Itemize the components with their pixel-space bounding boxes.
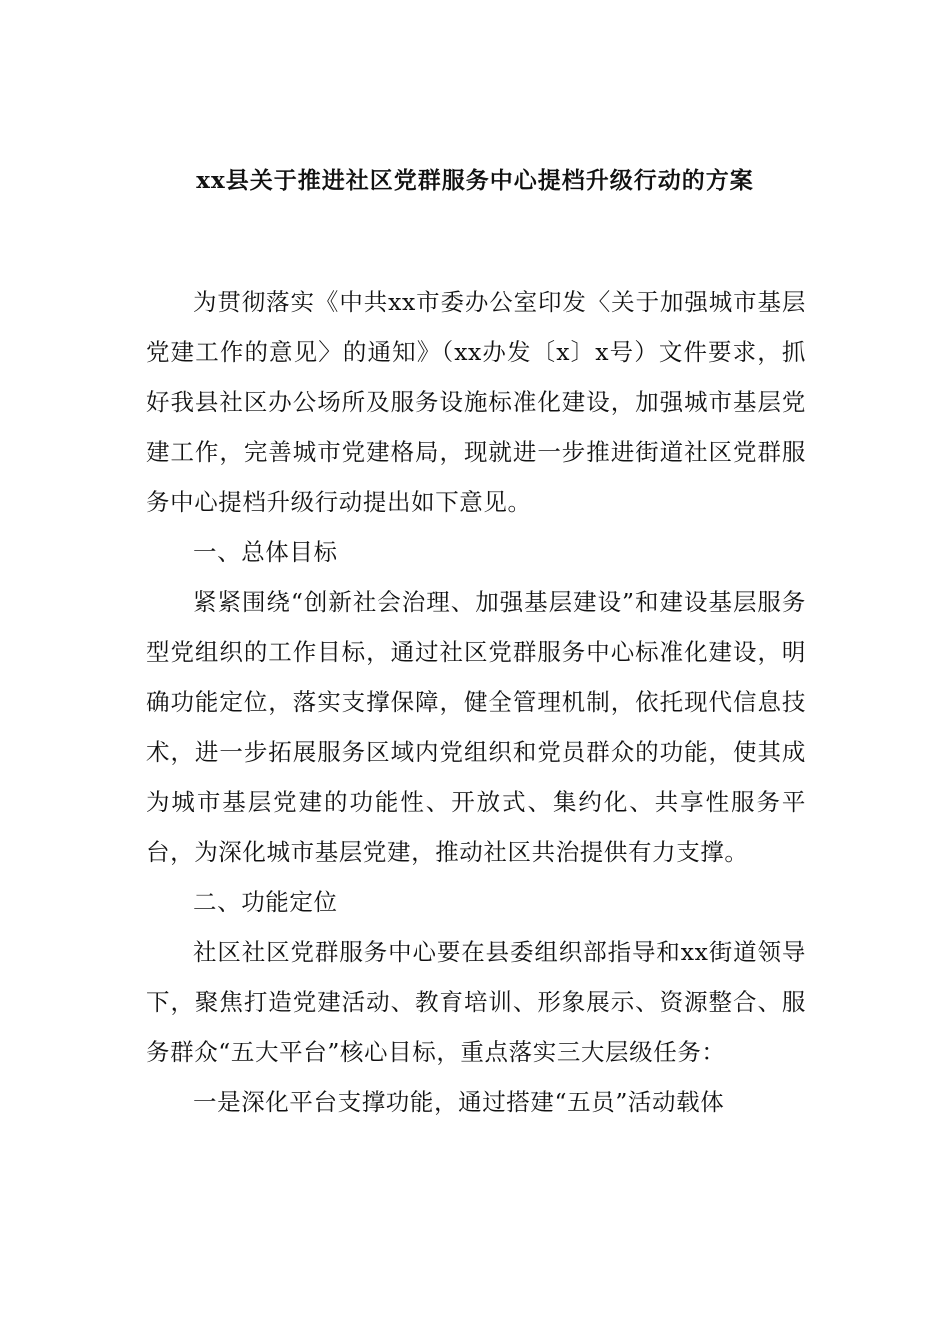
document-body: [146, 277, 806, 1127]
intro-paragraph: 为贯彻落实《中共xx市委办公室印发〈关于加强城市基层党建工作的意见〉的通知》（xx办发〔x〕x号）文件要求，抓好我县社区办公场所及服务设施标准化建设，加强城市基层党建工作，完善城市党建格局，现就进一步推进街道社区党群服务中心提档升级行动提出如下意见。: [146, 288, 806, 516]
task-item-one-paragraph: 一是深化平台支撑功能，通过搭建“五员”活动载体: [193, 1088, 725, 1116]
document-title: xx县关于推进社区党群服务中心提档升级行动的方案: [196, 167, 754, 194]
section-heading-overall-goal: 一、总体目标: [193, 538, 338, 566]
function-positioning-paragraph: 社区社区党群服务中心要在县委组织部指导和xx街道领导下，聚焦打造党建活动、教育培训、形象展示、资源整合、服务群众“五大平台”核心目标，重点落实三大层级任务：: [146, 938, 806, 1066]
overall-goal-paragraph: 紧紧围绕“创新社会治理、加强基层建设”和建设基层服务型党组织的工作目标，通过社区党群服务中心标准化建设，明确功能定位，落实支撑保障，健全管理机制，依托现代信息技术，进一步拓展服务区域内党组织和党员群众的功能，使其成为城市基层党建的功能性、开放式、集约化、共享性服务平台，为深化城市基层党建，推动社区共治提供有力支撑。: [146, 588, 806, 866]
section-heading-function-positioning: 二、功能定位: [193, 888, 338, 916]
